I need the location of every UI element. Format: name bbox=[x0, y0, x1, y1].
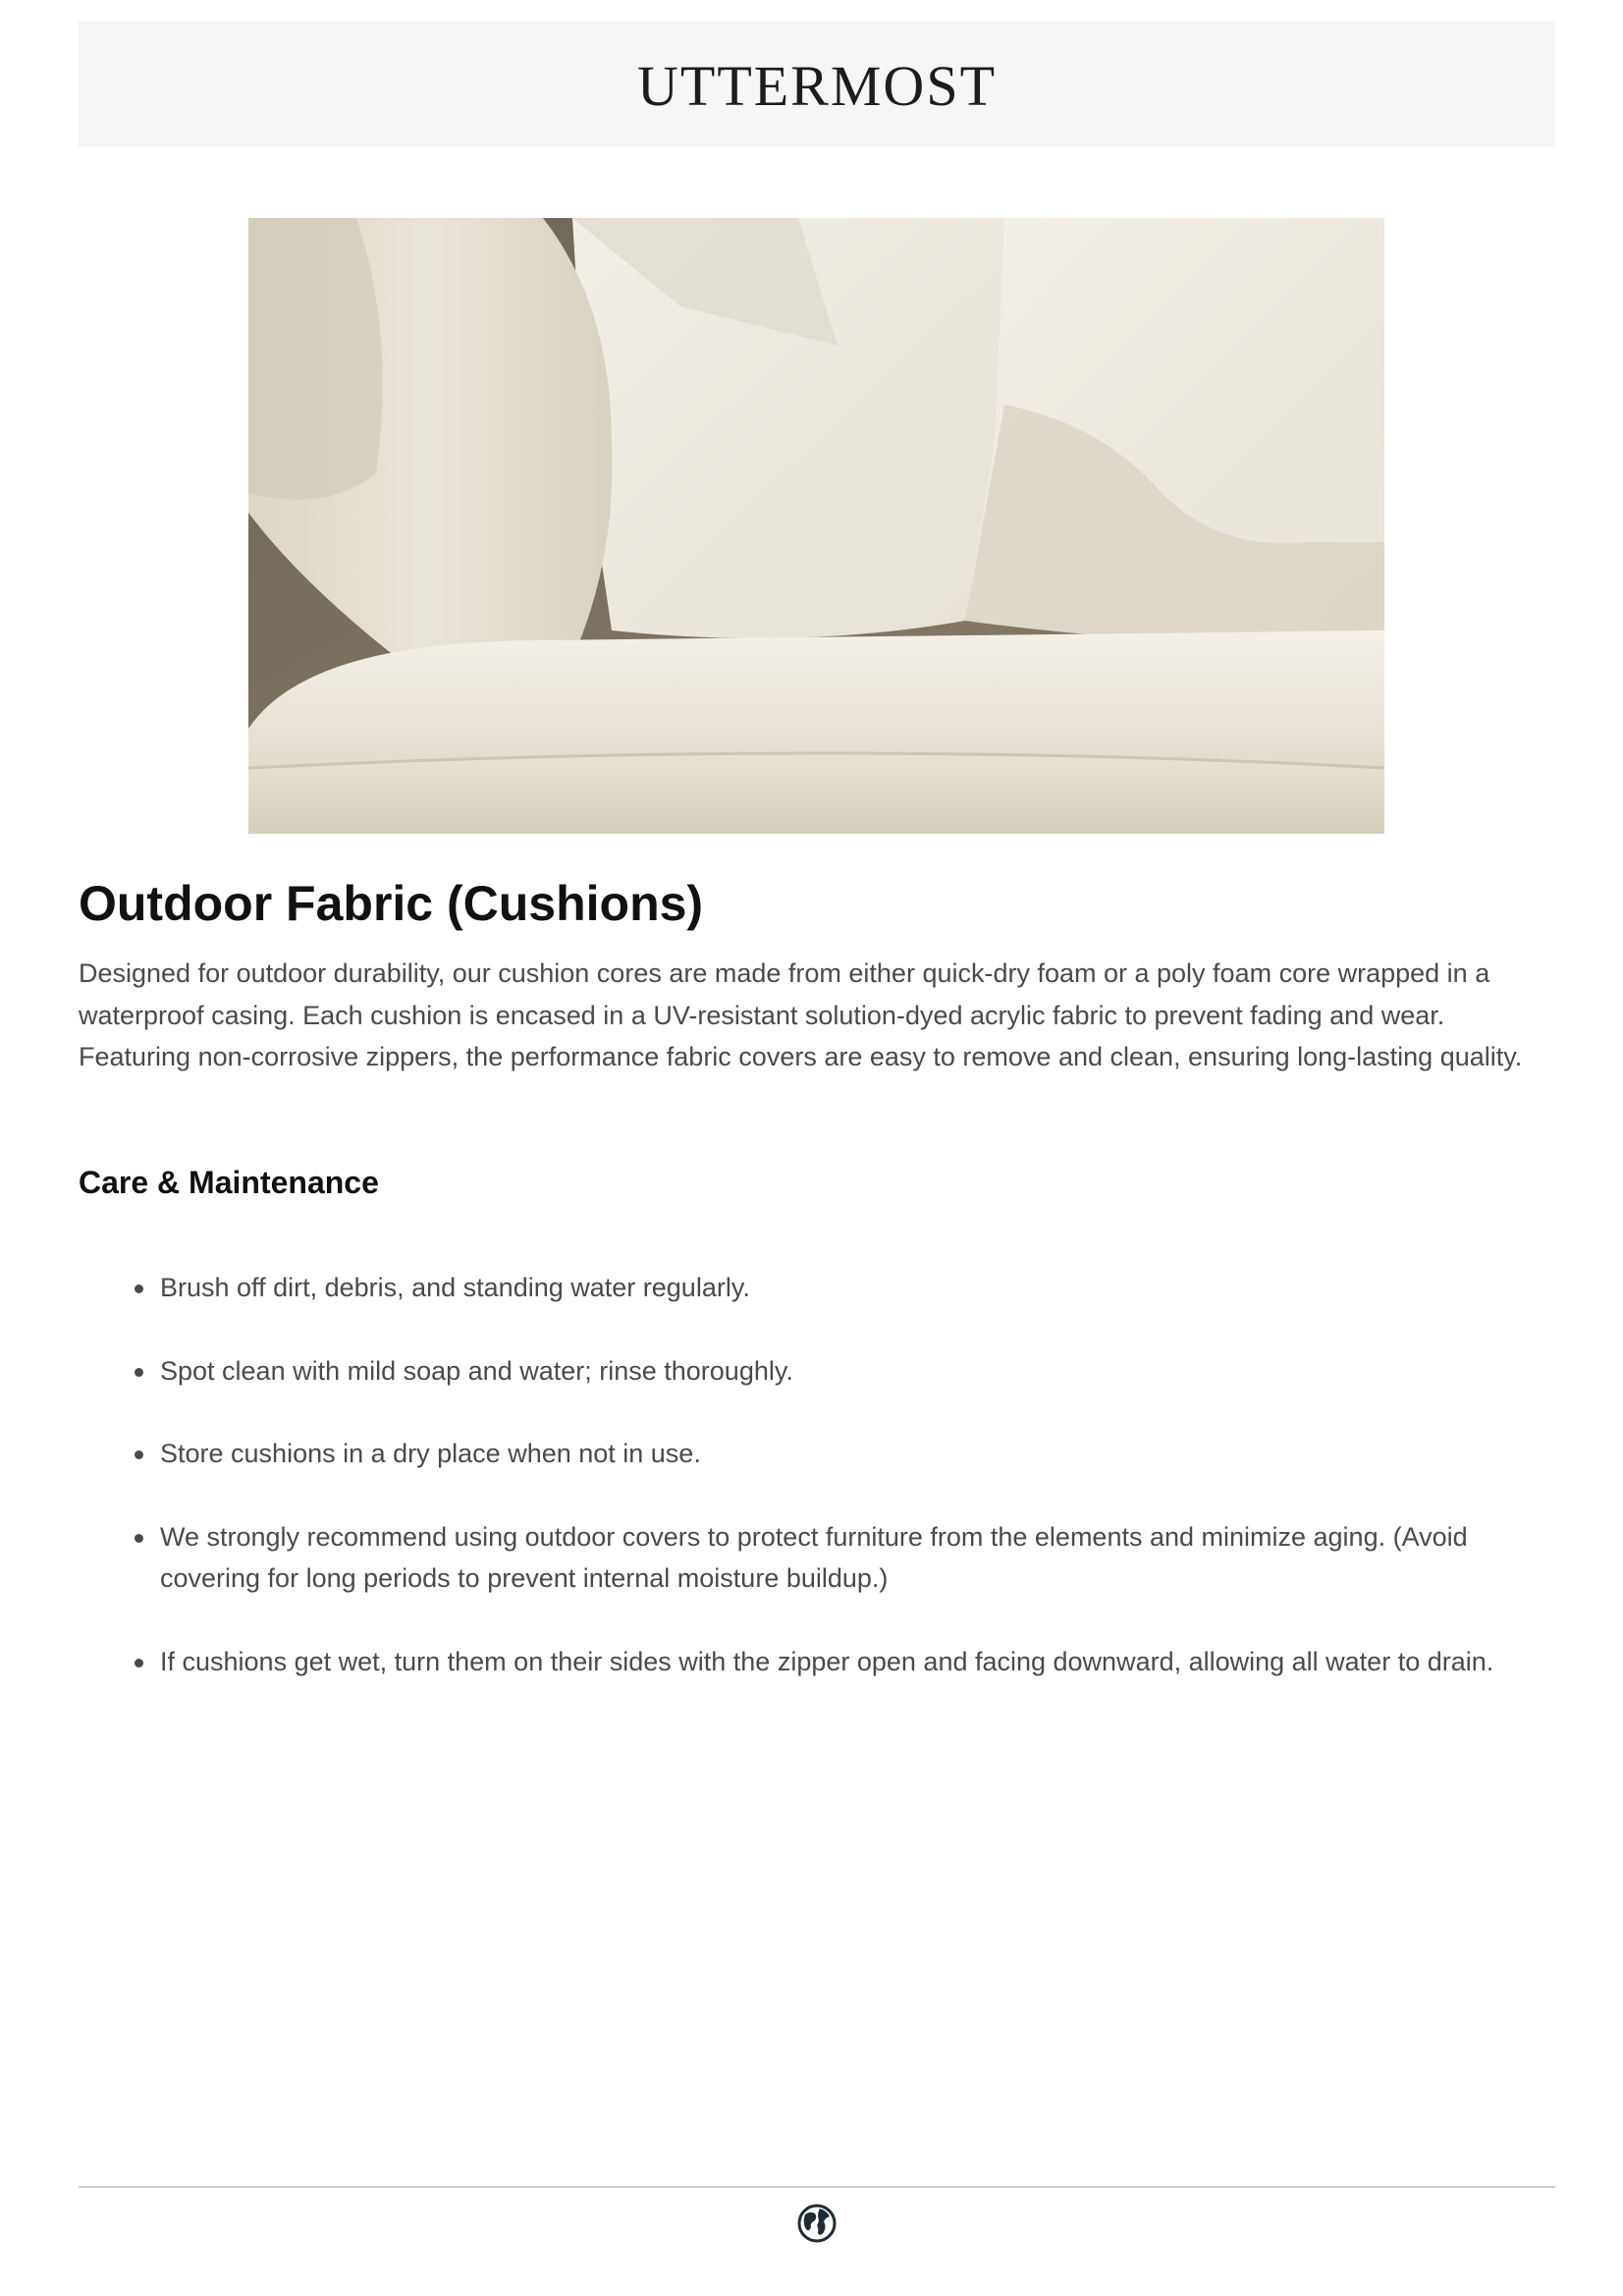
care-heading: Care & Maintenance bbox=[79, 1165, 379, 1200]
page-title: Outdoor Fabric (Cushions) bbox=[79, 876, 704, 931]
hero-image bbox=[248, 218, 1384, 834]
globe-icon bbox=[796, 2203, 838, 2244]
care-item-text: If cushions get wet, turn them on their sides with the zipper open and facing downward, allowing all water to drain. bbox=[160, 1646, 1494, 1676]
bullet-icon bbox=[135, 1368, 143, 1377]
care-list-item bbox=[79, 1516, 1551, 1600]
care-list-item bbox=[79, 1350, 1551, 1393]
bullet-icon bbox=[135, 1285, 143, 1293]
care-list-item bbox=[79, 1641, 1551, 1683]
care-item-text: Store cushions in a dry place when not in use. bbox=[160, 1439, 701, 1468]
intro-paragraph: Designed for outdoor durability, our cushion cores are made from either quick-dry foam or a poly foam core wrapped in a waterproof casing. Each cushion is encased in a UV-resistant solution-dyed acrylic fabric to prevent fading and wear. Featuring non-corrosive zippers, the performance fabric covers are easy to remove and clean, ensuring long-lasting quality. bbox=[79, 958, 1523, 1071]
bullet-icon bbox=[135, 1450, 143, 1459]
brand-logo: UTTERMOST bbox=[637, 53, 997, 118]
header-band bbox=[79, 21, 1555, 147]
cushion-photo bbox=[248, 218, 1384, 834]
care-item-text: We strongly recommend using outdoor covers to protect furniture from the elements and minimize aging. (Avoid covering for long periods to prevent internal moisture buildup.) bbox=[160, 1521, 1468, 1593]
bullet-icon bbox=[135, 1659, 143, 1667]
care-item-text: Spot clean with mild soap and water; rinse thoroughly. bbox=[160, 1355, 793, 1386]
care-list-item bbox=[79, 1267, 1551, 1309]
bullet-icon bbox=[135, 1534, 143, 1543]
care-item-text: Brush off dirt, debris, and standing water regularly. bbox=[160, 1273, 750, 1302]
footer-divider bbox=[79, 2186, 1555, 2188]
care-list-item bbox=[79, 1433, 1551, 1475]
care-list bbox=[79, 1267, 1551, 1723]
